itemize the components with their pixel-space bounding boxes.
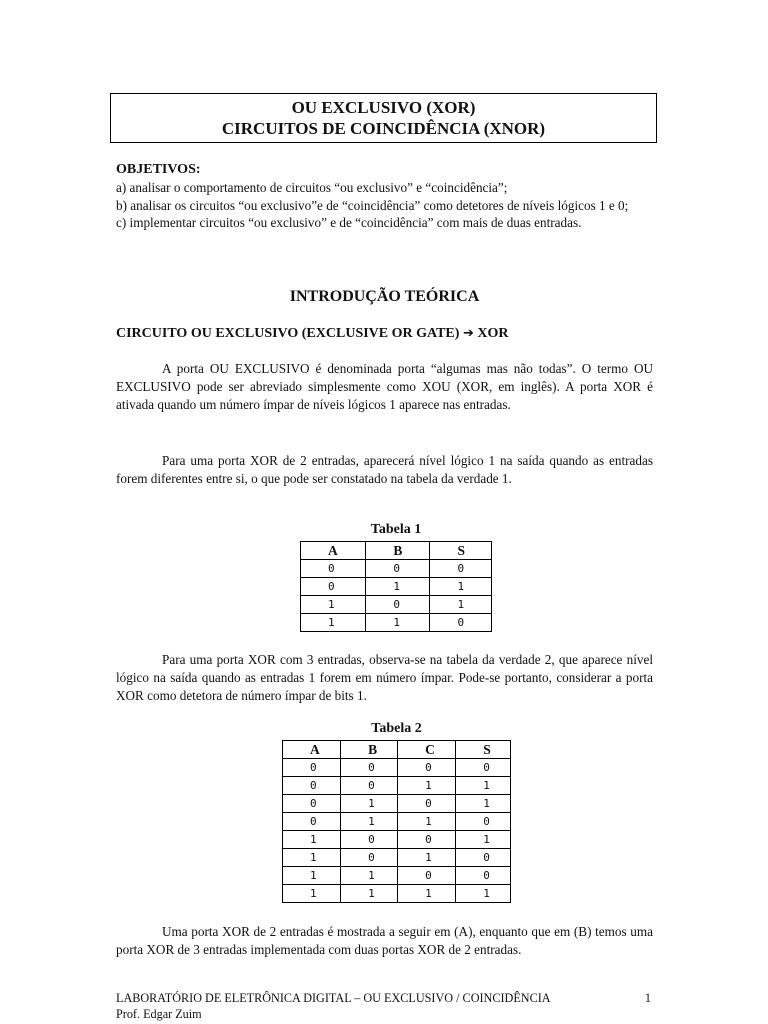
table-cell: 1 [398, 813, 456, 831]
table-cell: 1 [301, 614, 366, 632]
objectives-heading: OBJETIVOS: [116, 162, 201, 177]
section-title: INTRODUÇÃO TEÓRICA [289, 288, 480, 305]
table-cell: 1 [398, 777, 456, 795]
table-cell: 1 [283, 831, 341, 849]
table-cell: 0 [366, 596, 430, 614]
footer-course-title: LABORATÓRIO DE ELETRÔNICA DIGITAL – OU EXCLUSIVO / COINCIDÊNCIA [116, 991, 551, 1005]
page-number: 1 [644, 991, 651, 1005]
table-cell: 1 [456, 777, 511, 795]
paragraph-xor-figures: Uma porta XOR de 2 entradas é mostrada a seguir em (A), enquanto que em (B) temos uma porta XOR de 3 entradas implementada com duas portas XOR de 2 entradas. [116, 924, 653, 957]
table-cell: 0 [283, 813, 341, 831]
table-cell: 0 [456, 849, 511, 867]
table2-header: B [341, 741, 398, 759]
table-cell: 1 [456, 831, 511, 849]
table-cell: 1 [283, 849, 341, 867]
table-cell: 0 [283, 759, 341, 777]
table-cell: 0 [398, 831, 456, 849]
table1-header: A [301, 542, 366, 560]
footer-author: Prof. Edgar Zuim [116, 1006, 202, 1021]
document-title: OU EXCLUSIVO (XOR) [291, 98, 476, 117]
truth-table-2 [282, 740, 511, 903]
table-row [301, 596, 492, 614]
truth-table-1 [300, 541, 492, 632]
table-cell: 0 [398, 795, 456, 813]
table-cell: 0 [301, 560, 366, 578]
table-cell: 1 [366, 578, 430, 596]
table-cell: 1 [366, 614, 430, 632]
table-row [283, 867, 511, 885]
objective-item: c) implementar circuitos “ou exclusivo” e de “coincidência” com mais de duas entradas. [116, 215, 582, 231]
table2-header: A [283, 741, 341, 759]
table-cell: 0 [430, 614, 492, 632]
table-cell: 1 [456, 795, 511, 813]
table-cell: 0 [341, 849, 398, 867]
table-cell: 1 [398, 885, 456, 903]
objective-item: a) analisar o comportamento de circuitos “ou exclusivo” e “coincidência”; [116, 179, 508, 195]
table-cell: 0 [398, 759, 456, 777]
document-subtitle: CIRCUITOS DE COINCIDÊNCIA (XNOR) [221, 119, 546, 138]
table-cell: 0 [456, 867, 511, 885]
table-cell: 1 [341, 795, 398, 813]
table-row [283, 795, 511, 813]
table1-caption: Tabela 1 [370, 522, 422, 537]
table-cell: 1 [430, 596, 492, 614]
title-box [110, 93, 657, 143]
table-row [283, 813, 511, 831]
table-cell: 1 [398, 849, 456, 867]
table-cell: 1 [341, 813, 398, 831]
table-cell: 0 [301, 578, 366, 596]
table-cell: 0 [341, 777, 398, 795]
right-arrow-icon: ➔ [462, 326, 474, 341]
table-row [301, 560, 492, 578]
table2-header: C [398, 741, 456, 759]
table-cell: 0 [341, 831, 398, 849]
table-row [283, 849, 511, 867]
table-row [301, 578, 492, 596]
table-row [283, 885, 511, 903]
table-cell: 0 [430, 560, 492, 578]
table-cell: 0 [456, 759, 511, 777]
table-cell: 0 [283, 795, 341, 813]
paragraph-xor-3-inputs: Para uma porta XOR com 3 entradas, observa-se na tabela da verdade 2, que aparece nível lógico na saída quando as entradas 1 forem em número ímpar. Pode-se portanto, considerar a porta XOR como detetora de número ímpar de bits 1. [116, 652, 653, 703]
table-cell: 1 [301, 596, 366, 614]
table-cell: 1 [341, 867, 398, 885]
table-cell: 0 [456, 813, 511, 831]
page-footer [116, 991, 653, 1022]
objectives-section [116, 161, 653, 232]
paragraph-xor-2-inputs: Para uma porta XOR de 2 entradas, aparecerá nível lógico 1 na saída quando as entradas forem diferentes entre si, o que pode ser constatado na tabela da verdade 1. [116, 453, 653, 486]
table2-header: S [456, 741, 511, 759]
table-cell: 0 [398, 867, 456, 885]
table-cell: 0 [366, 560, 430, 578]
paragraph-xor-definition: A porta OU EXCLUSIVO é denominada porta “algumas mas não todas”. O termo OU EXCLUSIVO pode ser abreviado simplesmente como XOU (XOR, em inglês). A porta XOR é ativada quando um número ímpar de níveis lógicos 1 aparece nas entradas. [116, 361, 653, 412]
subsection-title-text: CIRCUITO OU EXCLUSIVO (EXCLUSIVE OR GATE) [116, 326, 460, 341]
table-cell: 1 [430, 578, 492, 596]
table-row [283, 759, 511, 777]
table-cell: 0 [341, 759, 398, 777]
table-cell: 1 [283, 885, 341, 903]
table-row [283, 777, 511, 795]
subsection-title-suffix: XOR [477, 326, 509, 341]
table-row [283, 831, 511, 849]
subsection-title [116, 326, 508, 342]
table1-header: B [366, 542, 430, 560]
table-cell: 1 [341, 885, 398, 903]
table-cell: 0 [283, 777, 341, 795]
table1-header: S [430, 542, 492, 560]
table2-caption: Tabela 2 [371, 721, 422, 736]
table-row [301, 614, 492, 632]
table-cell: 1 [456, 885, 511, 903]
table-cell: 1 [283, 867, 341, 885]
objective-item: b) analisar os circuitos “ou exclusivo”e de “coincidência” como detetores de níveis lógicos 1 e 0; [116, 197, 629, 213]
